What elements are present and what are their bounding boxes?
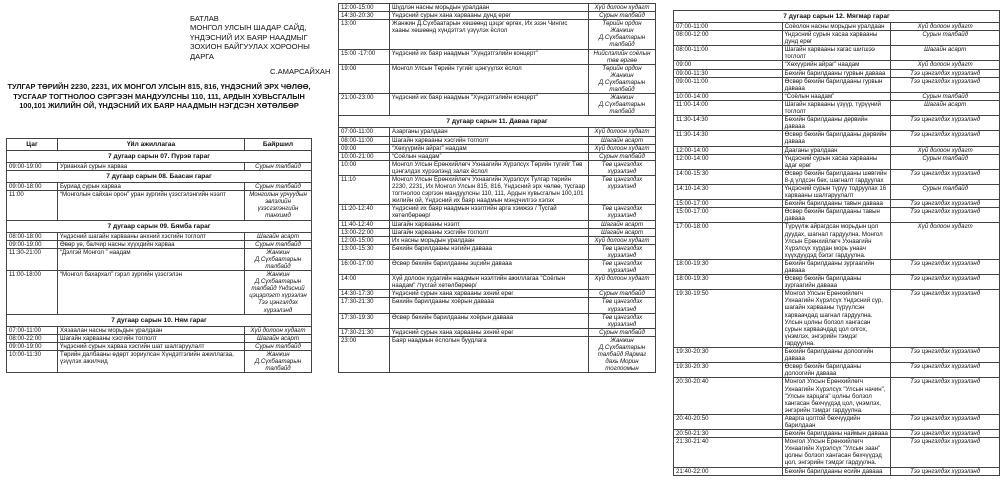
time-cell: 11:00	[7, 191, 58, 220]
table-row	[674, 77, 1000, 92]
time-cell: 07:00-11:00	[7, 326, 58, 334]
place-cell: Хүй долоон худагт	[891, 23, 1000, 31]
place-cell: Төрийн ордон Жанжин Д.Сүхбаатарын талбайд	[589, 20, 656, 49]
place-cell: Тээ цэнгэлдэх хүрээлэнд	[891, 69, 1000, 77]
time-cell: 15:00-17:00	[674, 200, 783, 208]
activity-cell: Бөхийн барилдааны долоогийн давааа	[782, 348, 891, 363]
approval-line: БАТЛАВ	[190, 14, 219, 23]
time-cell: 08:00-11:00	[339, 136, 390, 144]
place-cell: Жанжин Д.Сүхбаатарын талбайд	[589, 94, 656, 116]
activity-cell: Бөхийн барилдааны гурвын давааа	[782, 69, 891, 77]
time-cell: 14:30-20:30	[339, 12, 390, 20]
header-activity: Үйл ажиллагаа	[58, 139, 245, 151]
activity-cell: Үндэсний сурын түрүү тодруулах 16 харвааны шалгаруулалт	[782, 184, 891, 199]
activity-cell: “Хөхүүрийн айраг” наадам	[390, 144, 589, 152]
place-cell: Шагайн асарт	[589, 136, 656, 144]
activity-cell: “Хөхүүрийн айраг” наадам	[782, 61, 891, 69]
time-cell: 14:00	[339, 275, 390, 290]
activity-cell: Хүй долоон худагийн наадмын нээлтийн ажиллагаа "Соёлын наадам" /тусгай хөтөлбөрөөр/	[390, 275, 589, 290]
place-cell: Сурын талбайд	[891, 31, 1000, 46]
activity-cell: Дааганы уралдаан	[782, 146, 891, 154]
activity-cell: Монгол Улсын Төрийн тугийг цэнгүүлэх ёслол	[390, 64, 589, 93]
place-cell: Тээ цэнгэлдэх хүрээлэнд	[891, 438, 1000, 467]
table-row	[674, 61, 1000, 69]
time-cell: 09:00	[339, 144, 390, 152]
place-cell: Шагайн асарт	[245, 232, 312, 240]
activity-cell: “Дэлгэй Монгол ” наадам	[58, 248, 245, 270]
activity-cell: Өсвөр бөхийн барилдааны шөвгийн 8-д үлдсэн бөх, шагналт гардуулах	[782, 169, 891, 184]
day-heading: 7 дугаар сарын 08. Баасан гараг	[7, 171, 312, 183]
activity-cell: Бөхийн барилдааны хоёрын давааа	[390, 298, 589, 313]
place-cell: Сурын талбайд	[589, 12, 656, 20]
time-cell: 18:00-19:30	[674, 259, 783, 274]
activity-cell: Монгол Улсын Ерөнхийлөгч Ухнаагийн Хүрэлсүх Төрийн тугийг Төв цэнгэлдэх хүрээлэнд залах ёслол	[390, 160, 589, 175]
place-cell: Төв цэнгэлдэх хүрээлэнд	[589, 260, 656, 275]
table-row	[674, 31, 1000, 46]
activity-cell: Өвөр уе, балчир насны хүүхдийн харваа	[58, 240, 245, 248]
schedule-table-2	[338, 3, 656, 373]
activity-cell: Урианхай сурын харваа	[58, 163, 245, 171]
table-row	[674, 275, 1000, 290]
place-cell: Төв цэнгэлдэх хүрээлэнд	[589, 175, 656, 204]
table-row	[674, 378, 1000, 414]
place-cell: Сурын талбайд	[245, 342, 312, 350]
table-row	[339, 236, 656, 244]
time-cell: 07:00-11:00	[674, 23, 783, 31]
time-cell: 19:00	[339, 64, 390, 93]
table-row	[339, 128, 656, 136]
place-cell: Шагайн асарт	[891, 100, 1000, 115]
time-cell: 10:00-14:00	[674, 92, 783, 100]
title-line: 100,101 ЖИЛИЙН ОЙ, ҮНДЭСНИЙ ИХ БАЯР НААДМЫН НЭГДСЭН ХӨТӨЛБӨР	[19, 101, 299, 111]
time-cell: 17:00-18:00	[674, 223, 783, 259]
table-body	[339, 4, 656, 373]
schedule-table-3	[673, 10, 1000, 476]
activity-cell: Азарганы уралдаан	[390, 128, 589, 136]
time-cell: 14:10-14:30	[674, 184, 783, 199]
day-heading: 7 дугаар сарын 09. Бямба гараг	[7, 220, 312, 232]
approval-block	[190, 14, 331, 77]
day-header-row	[7, 171, 312, 183]
table-row	[674, 438, 1000, 467]
table-row	[7, 248, 312, 270]
header-time: Цаг	[7, 139, 58, 151]
activity-cell: Бөхийн барилдааны дөрвийн давааа	[782, 116, 891, 131]
table-row	[674, 69, 1000, 77]
activity-cell: Монгол Улсын Ерөнхийлөгч Ухнаагийн Хүрэлсүх "Улсын начин", "Улсын харцага" цолны болзол хангасан бөхчүүдэд цол, үнэмлэх, энгэрийн тэмдэг гардуулна.	[782, 378, 891, 414]
place-cell: Тээ цэнгэлдэх хүрээлэнд	[891, 290, 1000, 348]
place-cell: Хүй долоон худагт	[589, 4, 656, 12]
time-cell: 09:00-11:30	[674, 69, 783, 77]
activity-cell: Шагайн харвааны хэсгийн тоглолт	[390, 228, 589, 236]
table-row	[7, 232, 312, 240]
activity-cell: Соёолон насны морьдын уралдаан	[782, 23, 891, 31]
table-row	[339, 313, 656, 328]
time-cell: 07:00-11:00	[339, 128, 390, 136]
time-cell: 11:30-14:30	[674, 116, 783, 131]
table-row	[674, 208, 1000, 223]
place-cell: Төв цэнгэлдэх хүрээлэнд	[589, 244, 656, 259]
table-row	[7, 326, 312, 334]
place-cell: Хүй долоон худагт	[589, 144, 656, 152]
time-cell: 11:30-21:00	[7, 248, 58, 270]
place-cell: Тээ цэнгэлдэх хүрээлэнд	[891, 430, 1000, 438]
table-row	[339, 160, 656, 175]
activity-cell: Өсвөр бөхийн барилдааны тавын давааа	[782, 208, 891, 223]
time-cell: 09:00	[674, 61, 783, 69]
time-cell: 13:00-22:00	[339, 228, 390, 236]
activity-cell: Бөхийн барилдааны зургаагийн давааа	[782, 259, 891, 274]
time-cell: 09:00-18:00	[7, 183, 58, 191]
table-row	[674, 116, 1000, 131]
table-row	[339, 175, 656, 204]
activity-cell: Өсвөр бөхийн барилдааны зургаагийн давааа	[782, 275, 891, 290]
place-cell: Тээ цэнгэлдэх хүрээлэнд	[891, 275, 1000, 290]
table-row	[674, 46, 1000, 61]
place-cell: Нийслэлийн соёлын төв өргөө	[589, 49, 656, 64]
table-row	[674, 414, 1000, 429]
activity-cell: Монгол Улсын Ерөнхийлөгч Ухнаагийн Хүрэлсүх Үндэсний сур, шагайн харвааны түрүүлсэн харваачдад шагнал гардуулна. Улсын цолны болзол хангасан сурын харваачдад цол олгох, үнэмлэх, энгэрийн тэмдэг гардуулна.	[782, 290, 891, 348]
day-heading: 7 дугаар сарын 10. Ням гараг	[7, 314, 312, 326]
activity-cell: “Соёлын наадам”	[390, 152, 589, 160]
time-cell: 11:10	[339, 175, 390, 204]
place-cell: Сурын талбайд	[589, 152, 656, 160]
activity-cell: Үндэсний их баяр наадмын "Хүндэтгэлийн концерт"	[390, 49, 589, 64]
table-row	[7, 342, 312, 350]
place-cell: Тээ цэнгэлдэх хүрээлэнд	[891, 169, 1000, 184]
table-row	[339, 260, 656, 275]
table-row	[7, 334, 312, 342]
activity-cell: Шүдлэн насны морьдын уралдаан	[390, 4, 589, 12]
place-cell: Сурын талбайд	[891, 184, 1000, 199]
table-row	[7, 350, 312, 372]
activity-cell: Төрийн далбааны өдөрт зориулсан Хүндэтгэлийн ажиллагаа, үзүүлэх ажилчид	[58, 350, 245, 372]
place-cell: Шагайн асарт	[589, 228, 656, 236]
table-row	[674, 100, 1000, 115]
time-cell: 09:00-11:00	[674, 77, 783, 92]
place-cell: Жанжин Д.Сүхбаатарын талбайд	[245, 350, 312, 372]
place-cell: Хүй долоон худагт	[891, 146, 1000, 154]
time-cell: 14:30-17:30	[339, 290, 390, 298]
place-cell: Хүй долоон худагт	[589, 275, 656, 290]
activity-cell: Жанжин Д.Сүхбаатарын хөшөөнд цэцэг өргөх, Их эзэн Чингис хааны хөшөөнд хүндэтгэл үзүүлэх ёслол	[390, 20, 589, 49]
activity-cell: “Монголын сайхан орон” уран зургийн үзэсгэлэнгийн нээлт	[58, 191, 245, 220]
activity-cell: Үндэсний сурын хасаа харвааны адаг ерөг	[782, 154, 891, 169]
table-row	[7, 163, 312, 171]
table-row	[339, 328, 656, 336]
activity-cell: Үндэсний сурын хана харвааны дунд ерөг	[390, 12, 589, 20]
table-row	[339, 4, 656, 12]
activity-cell: “Соёлын наадам”	[782, 92, 891, 100]
approval-line: ЗОХИОН БАЙГУУЛАХ ХОРООНЫ	[190, 42, 310, 52]
day-header-row	[7, 151, 312, 163]
time-cell: 19:30-19:50	[674, 290, 783, 348]
approval-line: ДАРГА	[190, 51, 214, 61]
activity-cell: Үндэсний сурын харваа хэсгийн шат шалгаруулалт	[58, 342, 245, 350]
table-row	[339, 12, 656, 20]
table-row	[339, 136, 656, 144]
table-row	[674, 290, 1000, 348]
time-cell: 12:00-15:00	[339, 236, 390, 244]
place-cell: Тээ цэнгэлдэх хүрээлэнд	[891, 116, 1000, 131]
table-row	[339, 49, 656, 64]
time-cell: 10:00	[339, 160, 390, 175]
time-cell: 19:30-20:30	[674, 348, 783, 363]
table-row	[674, 146, 1000, 154]
time-cell: 21:30-21:40	[674, 438, 783, 467]
activity-cell: Бөхийн барилдааны нэгийн давааа	[390, 244, 589, 259]
table-row	[339, 228, 656, 236]
place-cell: Тээ цэнгэлдэх хүрээлэнд	[891, 131, 1000, 146]
time-cell: 20:50-21:30	[674, 430, 783, 438]
activity-cell: Өсвөр бөхийн барилдааны долоогийн давааа	[782, 363, 891, 378]
time-cell: 20:40-20:50	[674, 414, 783, 429]
time-cell: 12:00-15:00	[339, 4, 390, 12]
table-body	[674, 11, 1000, 476]
activity-cell: Өсвөр бөхийн барилдааны хоёрын давааа	[390, 313, 589, 328]
activity-cell: Шагайн харвааны нээлт	[390, 220, 589, 228]
place-cell: Сурын талбайд	[245, 183, 312, 191]
activity-cell: Их насны морьдын уралдаан	[390, 236, 589, 244]
activity-cell: Шагайн харвааны хэсгийн тоглолт	[58, 334, 245, 342]
activity-cell: Өсвөр бөхийн барилдааны эцсийн давааа	[390, 260, 589, 275]
activity-cell: Шагайн харвааны хагас шигшээ тоглолт	[782, 46, 891, 61]
place-cell: Төв цэнгэлдэх хүрээлэнд	[589, 313, 656, 328]
place-cell: Төв цэнгэлдэх хүрээлэнд	[589, 298, 656, 313]
title-line: ТУСГААР ТОГТНОЛОО СЭРГЭЭН МАНДУУЛСНЫ 110, 111, АРДЫН ХУВЬСГАЛЫН	[13, 91, 305, 101]
table-row	[674, 430, 1000, 438]
place-cell: Хүй долоон худагт	[589, 128, 656, 136]
table-row	[7, 183, 312, 191]
time-cell: 10:00-21:00	[339, 152, 390, 160]
place-cell: Тээ цэнгэлдэх хүрээлэнд	[891, 348, 1000, 363]
time-cell: 09:00-19:00	[7, 240, 58, 248]
place-cell: Сурын талбайд	[891, 154, 1000, 169]
place-cell: Сурын талбайд	[589, 290, 656, 298]
time-cell: 11:00-18:00	[7, 271, 58, 315]
place-cell: Жанжин Д.Сүхбаатарын талбайд Үндэсний цэцэрлэгт хүрээлэн Тээ цэнгэлдэх хүрээлэнд	[245, 271, 312, 315]
activity-cell: Шагайн харвааны үзүүр, түрүүний тоглолт	[782, 100, 891, 115]
place-cell: Шагайн асарт	[891, 46, 1000, 61]
time-cell: 09:00-19:00	[7, 342, 58, 350]
table-body	[7, 151, 312, 373]
approval-line: МОНГОЛ УЛСЫН ШАДАР САЙД,	[190, 23, 307, 33]
activity-cell: Буриад сурын харваа	[58, 183, 245, 191]
table-row	[339, 275, 656, 290]
day-heading: 7 дугаар сарын 11. Даваа гараг	[339, 116, 656, 128]
table-row	[674, 223, 1000, 259]
activity-cell: Монгол Улсын Ерөнхийлөгч Ухнаагийн Хүрэлсүх Тулгар төрийн 2230, 2231, Их Монгол Улсын 815, 816, Үндэсний эрх чөлөө, тусгаар тогтнолоо сэргээн мандуулсны 110, 111, Ардын хувьсгалын 100,101 жилийн ой, Үндэсний их баяр наадмын мэндчилгээ хэлэх	[390, 175, 589, 204]
activity-cell: Үндэсний их баяр наадмын нээлтийн арга хэмжээ / Тусгай хөтөлбөрөөр/	[390, 205, 589, 220]
time-cell: 08:00-22:00	[7, 334, 58, 342]
time-cell: 13:00	[339, 20, 390, 49]
activity-cell: “Монгол бахархал” гэрэл зургийн үзэсгэлэн	[58, 271, 245, 315]
time-cell: 15:00-17:00	[674, 208, 783, 223]
place-cell: Жанжин Д.Сүхбаатарын талбайд	[245, 248, 312, 270]
time-cell: 17:30-21:30	[339, 298, 390, 313]
table-row	[674, 184, 1000, 199]
table-row	[339, 298, 656, 313]
time-cell: 23:00	[339, 336, 390, 372]
activity-cell: Монгол Улсын Ерөнхийлөгч Ухнаагийн Хүрэлсүх "Улсын заан" цолны болзол хангасан бөхчүүдэд цол, энгэрийн тэмдэг гардуулна.	[782, 438, 891, 467]
table-row	[339, 290, 656, 298]
time-cell: 19:30-20:30	[674, 363, 783, 378]
approval-signer: С.АМАРСАЙХАН	[270, 67, 331, 77]
activity-cell: Бөхийн барилдааны есийн давааа	[782, 467, 891, 475]
activity-cell: Үндэсний сурын хасаа харвааны дунд ерөг	[782, 31, 891, 46]
place-cell: Тээ цэнгэлдэх хүрээлэнд	[891, 208, 1000, 223]
time-cell: 11:40-12:40	[339, 220, 390, 228]
table-row	[339, 64, 656, 93]
day-heading: 7 дугаар сарын 07. Пүрэв гараг	[7, 151, 312, 163]
time-cell: 08:00-18:00	[7, 232, 58, 240]
activity-cell: Өсвөр бөхийн барилдааны дөрвийн давааа	[782, 131, 891, 146]
activity-cell: Шагайн харвааны хэсгийн тоглолт	[390, 136, 589, 144]
table-row	[7, 191, 312, 220]
time-cell: 13:00-15:30	[339, 244, 390, 259]
place-cell: Сурын талбайд	[245, 240, 312, 248]
table-row	[674, 467, 1000, 475]
time-cell: 12:00-14:00	[674, 146, 783, 154]
table-row	[674, 348, 1000, 363]
time-cell: 17:30-21:30	[339, 328, 390, 336]
place-cell: Төв цэнгэлдэх хүрээлэнд	[589, 160, 656, 175]
activity-cell: Түрүүлж айрагдсан морьдын цол дуудах, шагнал гардуулна. Монгол Улсын Ерөнхийлөгч Ухнаагийн Хүрэлсүх хурдан морь унаач хүүхдүүдэд бэлэг гардуулна.	[782, 223, 891, 259]
schedule-table-1	[6, 138, 312, 373]
place-cell: Шагайн асарт	[589, 220, 656, 228]
time-cell: 09:00-19:00	[7, 163, 58, 171]
place-cell: Хүй долоон худагт	[891, 223, 1000, 259]
place-cell: Сурын талбайд	[891, 92, 1000, 100]
day-header-row	[339, 116, 656, 128]
place-cell: Тээ цэнгэлдэх хүрээлэнд	[891, 259, 1000, 274]
table-row	[674, 200, 1000, 208]
document-title	[6, 82, 312, 111]
activity-cell: Баяр наадмын ёслолын буудлага	[390, 336, 589, 372]
approval-line: ҮНДЭСНИЙ ИХ БАЯР НААДМЫГ	[190, 32, 308, 42]
table-row	[674, 363, 1000, 378]
table-row	[674, 92, 1000, 100]
place-cell: Хүй долоон худагт	[589, 236, 656, 244]
activity-cell: Аварга цолтой бөхчүүдийн барилдаан	[782, 414, 891, 429]
time-cell: 12:00-14:00	[674, 154, 783, 169]
place-cell: Тээ цэнгэлдэх хүрээлэнд	[891, 200, 1000, 208]
place-cell: Тээ цэнгэлдэх хүрээлэнд	[891, 467, 1000, 475]
table-row	[339, 152, 656, 160]
time-cell: 17:30-19:30	[339, 313, 390, 328]
place-cell: Шагайн асарт	[245, 334, 312, 342]
activity-cell: Хязаалан насны морьдын уралдаан	[58, 326, 245, 334]
table-header-row	[7, 139, 312, 151]
place-cell: Хүй долоон худагт	[891, 61, 1000, 69]
day-header-row	[7, 314, 312, 326]
time-cell: 14:00-15:30	[674, 169, 783, 184]
time-cell: 15:00 -17:00	[339, 49, 390, 64]
time-cell: 08:00-12:00	[674, 31, 783, 46]
day-header-row	[7, 220, 312, 232]
place-cell: Хүй долоон худагт	[245, 326, 312, 334]
activity-cell: Бөхийн барилдааны тавын давааа	[782, 200, 891, 208]
activity-cell: Өсвөр бөхийн барилдааны гурвын давааа	[782, 77, 891, 92]
activity-cell: Үндэсний сурын хана харвааны эхний ерөг	[390, 328, 589, 336]
time-cell: 18:00-19:30	[674, 275, 783, 290]
table-row	[339, 244, 656, 259]
table-row	[339, 336, 656, 372]
activity-cell: Үндэсний сурын хана харвааны эхний ерөг	[390, 290, 589, 298]
time-cell: 21:40-22:00	[674, 467, 783, 475]
header-place: Байршил	[245, 139, 312, 151]
place-cell: Төрийн ордон Жанжин Д.Сүхбаатарын талбайд	[589, 64, 656, 93]
time-cell: 08:00-11:00	[674, 46, 783, 61]
time-cell: 16:00-17:00	[339, 260, 390, 275]
table-row	[339, 144, 656, 152]
activity-cell: Үндэсний их баяр наадмын "Хүндэтгэлийн концерт"	[390, 94, 589, 116]
time-cell: 11:00-14:00	[674, 100, 783, 115]
time-cell: 21:00-23:00	[339, 94, 390, 116]
table-row	[339, 94, 656, 116]
table-row	[339, 20, 656, 49]
time-cell: 10:00-11:30	[7, 350, 58, 372]
place-cell: Жанжин Д.Сүхбаатарын талбайд Яармаг дахь Морин тоглоомын	[589, 336, 656, 372]
table-row	[7, 271, 312, 315]
table-row	[339, 205, 656, 220]
place-cell: Тээ цэнгэлдэх хүрээлэнд	[891, 378, 1000, 414]
table-row	[674, 169, 1000, 184]
place-cell: Тээ цэнгэлдэх хүрээлэнд	[891, 77, 1000, 92]
time-cell: 11:30-14:30	[674, 131, 783, 146]
time-cell: 11:20-12:40	[339, 205, 390, 220]
table-row	[674, 23, 1000, 31]
table-row	[674, 154, 1000, 169]
table-row	[7, 240, 312, 248]
table-row	[674, 259, 1000, 274]
place-cell: Төв цэнгэлдэх хүрээлэнд	[589, 205, 656, 220]
place-cell: Сурын талбайд	[245, 163, 312, 171]
place-cell: Монголын урчуудын эвлэлийн үзэсгэлэнгийн танхимд	[245, 191, 312, 220]
table-row	[339, 220, 656, 228]
title-line: ТУЛГАР ТӨРИЙН 2230, 2231, ИХ МОНГОЛ УЛСЫН 815, 816, ҮНДЭСНИЙ ЭРХ ЧӨЛӨӨ,	[7, 82, 311, 91]
place-cell: Тээ цэнгэлдэх хүрээлэнд	[891, 414, 1000, 429]
place-cell: Тээ цэнгэлдэх хүрээлэнд	[891, 363, 1000, 378]
activity-cell: Үндэсний шагайн харвааны анхний хэсгийн тоглолт	[58, 232, 245, 240]
day-header-row	[674, 11, 1000, 23]
activity-cell: Бөхийн барилдааны наймын давааа	[782, 430, 891, 438]
place-cell: Сурын талбайд	[589, 328, 656, 336]
table-row	[674, 131, 1000, 146]
time-cell: 20:30-20:40	[674, 378, 783, 414]
day-heading: 7 дугаар сарын 12. Мягмар гараг	[674, 11, 1000, 23]
